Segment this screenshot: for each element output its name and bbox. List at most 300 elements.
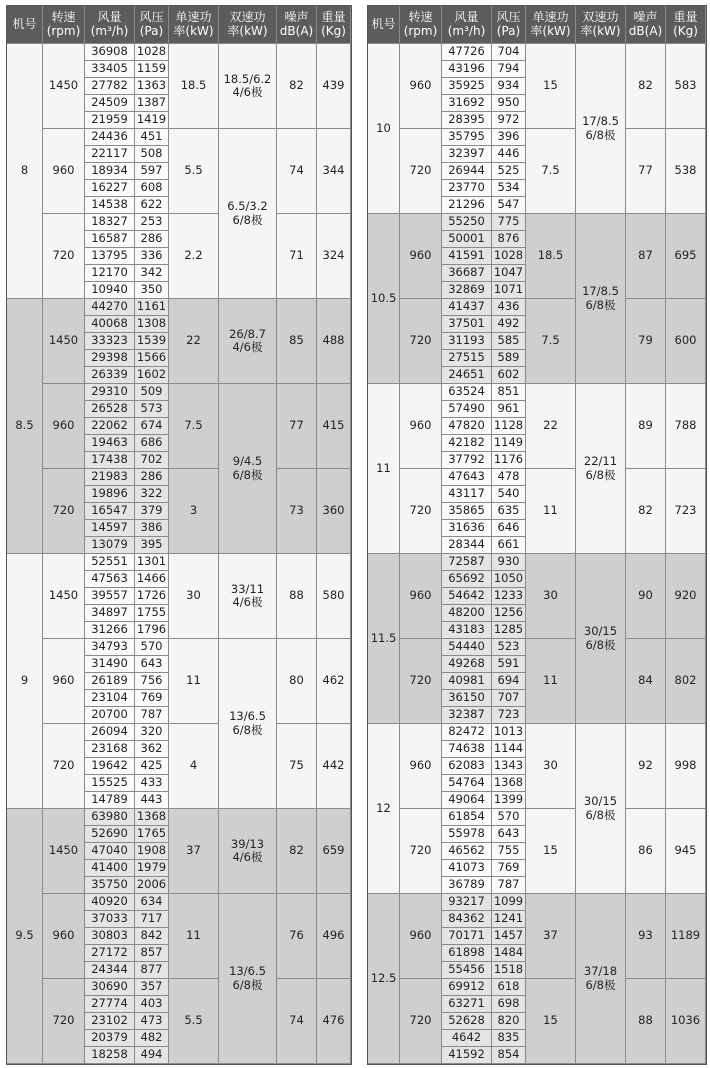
airflow-value: 16587 (85, 231, 135, 248)
airflow-value: 63271 (442, 996, 492, 1013)
speed-rpm: 960 (400, 894, 442, 979)
header-airflow-label: 风量 (m³/h) (447, 9, 486, 38)
single-speed-power: 7.5 (526, 299, 576, 384)
weight-value: 488 (317, 299, 351, 384)
model-number: 11.5 (368, 554, 400, 724)
speed-rpm: 720 (400, 979, 442, 1064)
airflow-value: 55250 (442, 214, 492, 231)
pressure-value: 1128 (492, 418, 526, 435)
model-number: 11 (368, 384, 400, 554)
pressure-value: 1539 (135, 333, 169, 350)
pressure-value: 379 (135, 503, 169, 520)
airflow-value: 24651 (442, 367, 492, 384)
pressure-value: 769 (492, 860, 526, 877)
header-weight: 重量 (Kg) (666, 6, 706, 44)
pressure-value: 451 (135, 129, 169, 146)
pressure-value: 608 (135, 180, 169, 197)
weight-value: 945 (666, 809, 706, 894)
pressure-value: 622 (135, 197, 169, 214)
single-speed-power: 11 (526, 639, 576, 724)
airflow-value: 62083 (442, 758, 492, 775)
pressure-value: 342 (135, 265, 169, 282)
pressure-value: 646 (492, 520, 526, 537)
airflow-value: 40068 (85, 316, 135, 333)
weight-value: 496 (317, 894, 351, 979)
single-speed-power: 2.2 (169, 214, 219, 299)
airflow-value: 70171 (442, 928, 492, 945)
noise-value: 82 (277, 809, 317, 894)
dual-speed-power: 17/8.5 6/8极 (576, 214, 626, 384)
header-pressure: 风压 (Pa) (492, 6, 526, 44)
header-pressure: 风压 (Pa) (135, 6, 169, 44)
model-number: 8 (7, 44, 43, 299)
airflow-value: 31490 (85, 656, 135, 673)
pressure-value: 570 (135, 639, 169, 656)
pressure-value: 322 (135, 486, 169, 503)
airflow-value: 47820 (442, 418, 492, 435)
weight-value: 415 (317, 384, 351, 469)
pressure-value: 1028 (492, 248, 526, 265)
model-number: 12.5 (368, 894, 400, 1064)
speed-rpm: 960 (400, 44, 442, 129)
airflow-value: 26094 (85, 724, 135, 741)
noise-value: 82 (626, 44, 666, 129)
pressure-value: 473 (135, 1013, 169, 1030)
pressure-value: 1144 (492, 741, 526, 758)
pressure-value: 698 (492, 996, 526, 1013)
noise-value: 79 (626, 299, 666, 384)
speed-rpm: 960 (400, 384, 442, 469)
pressure-value: 972 (492, 112, 526, 129)
pressure-value: 1099 (492, 894, 526, 911)
pressure-value: 1241 (492, 911, 526, 928)
airflow-value: 12170 (85, 265, 135, 282)
airflow-value: 14789 (85, 792, 135, 809)
airflow-value: 24436 (85, 129, 135, 146)
speed-rpm: 720 (400, 299, 442, 384)
airflow-value: 39557 (85, 588, 135, 605)
pressure-value: 1343 (492, 758, 526, 775)
speed-rpm: 1450 (43, 809, 85, 894)
dual-speed-power: 30/15 6/8极 (576, 554, 626, 724)
speed-rpm: 960 (400, 214, 442, 299)
pressure-value: 591 (492, 656, 526, 673)
pressure-value: 1256 (492, 605, 526, 622)
airflow-value: 13795 (85, 248, 135, 265)
airflow-value: 30690 (85, 979, 135, 996)
pressure-value: 436 (492, 299, 526, 316)
airflow-value: 17438 (85, 452, 135, 469)
model-number: 12 (368, 724, 400, 894)
speed-rpm: 1450 (43, 299, 85, 384)
noise-value: 80 (277, 639, 317, 724)
pressure-value: 787 (135, 707, 169, 724)
pressure-value: 1301 (135, 554, 169, 571)
pressure-value: 433 (135, 775, 169, 792)
pressure-value: 854 (492, 1047, 526, 1064)
airflow-value: 36150 (442, 690, 492, 707)
pressure-value: 820 (492, 1013, 526, 1030)
pressure-value: 694 (492, 673, 526, 690)
airflow-value: 40920 (85, 894, 135, 911)
pressure-value: 1047 (492, 265, 526, 282)
airflow-value: 18934 (85, 163, 135, 180)
airflow-value: 31193 (442, 333, 492, 350)
pressure-value: 634 (135, 894, 169, 911)
single-speed-power: 4 (169, 724, 219, 809)
pressure-value: 1028 (135, 44, 169, 61)
pressure-value: 1363 (135, 78, 169, 95)
airflow-value: 49064 (442, 792, 492, 809)
noise-value: 87 (626, 214, 666, 299)
pressure-value: 482 (135, 1030, 169, 1047)
weight-value: 439 (317, 44, 351, 129)
airflow-value: 55978 (442, 826, 492, 843)
pressure-value: 1399 (492, 792, 526, 809)
pressure-value: 961 (492, 401, 526, 418)
airflow-value: 26189 (85, 673, 135, 690)
airflow-value: 14538 (85, 197, 135, 214)
header-weight: 重量 (Kg) (317, 6, 351, 44)
airflow-value: 52551 (85, 554, 135, 571)
pressure-value: 707 (492, 690, 526, 707)
noise-value: 74 (277, 129, 317, 214)
pressure-value: 1602 (135, 367, 169, 384)
weight-value: 695 (666, 214, 706, 299)
airflow-value: 21296 (442, 197, 492, 214)
single-speed-power: 37 (169, 809, 219, 894)
airflow-value: 42182 (442, 435, 492, 452)
airflow-value: 32869 (442, 282, 492, 299)
airflow-value: 36687 (442, 265, 492, 282)
airflow-value: 33323 (85, 333, 135, 350)
airflow-value: 22117 (85, 146, 135, 163)
pressure-value: 851 (492, 384, 526, 401)
dual-speed-power: 33/11 4/6极 (219, 554, 277, 639)
noise-value: 75 (277, 724, 317, 809)
airflow-value: 22062 (85, 418, 135, 435)
airflow-value: 26944 (442, 163, 492, 180)
header-airflow (85, 6, 135, 44)
airflow-value: 49268 (442, 656, 492, 673)
weight-value: 659 (317, 809, 351, 894)
header-single-power: 单速功 率(kW) (526, 6, 576, 44)
header-noise: 噪声 dB(A) (277, 6, 317, 44)
pressure-value: 2006 (135, 877, 169, 894)
noise-value: 90 (626, 554, 666, 639)
pressure-value: 395 (135, 537, 169, 554)
noise-value: 93 (626, 894, 666, 979)
pressure-value: 835 (492, 1030, 526, 1047)
airflow-value: 43183 (442, 622, 492, 639)
pressure-value: 443 (135, 792, 169, 809)
model-number: 9.5 (7, 809, 43, 1064)
single-speed-power: 11 (526, 469, 576, 554)
noise-value: 89 (626, 384, 666, 469)
airflow-value: 26528 (85, 401, 135, 418)
noise-value: 76 (277, 894, 317, 979)
pressure-value: 723 (492, 707, 526, 724)
airflow-value: 41592 (442, 1047, 492, 1064)
model-number: 9 (7, 554, 43, 809)
dual-speed-power: 13/6.5 6/8极 (219, 639, 277, 809)
pressure-value: 1050 (492, 571, 526, 588)
airflow-value: 19642 (85, 758, 135, 775)
pressure-value: 876 (492, 231, 526, 248)
weight-value: 476 (317, 979, 351, 1064)
single-speed-power: 30 (526, 554, 576, 639)
pressure-value: 357 (135, 979, 169, 996)
airflow-value: 26339 (85, 367, 135, 384)
airflow-value: 43117 (442, 486, 492, 503)
airflow-value: 63980 (85, 809, 135, 826)
single-speed-power: 30 (169, 554, 219, 639)
dual-speed-power: 30/15 6/8极 (576, 724, 626, 894)
single-speed-power: 5.5 (169, 979, 219, 1064)
pressure-value: 1071 (492, 282, 526, 299)
speed-rpm: 720 (400, 469, 442, 554)
airflow-value: 31692 (442, 95, 492, 112)
pressure-value: 769 (135, 690, 169, 707)
pressure-value: 1308 (135, 316, 169, 333)
airflow-value: 84362 (442, 911, 492, 928)
airflow-value: 27172 (85, 945, 135, 962)
pressure-value: 509 (135, 384, 169, 401)
pressure-value: 585 (492, 333, 526, 350)
airflow-value: 52690 (85, 826, 135, 843)
single-speed-power: 3 (169, 469, 219, 554)
pressure-value: 1518 (492, 962, 526, 979)
airflow-value: 34793 (85, 639, 135, 656)
header-rpm: 转速 (rpm) (400, 6, 442, 44)
pressure-value: 704 (492, 44, 526, 61)
airflow-value: 16227 (85, 180, 135, 197)
airflow-value: 18327 (85, 214, 135, 231)
airflow-value: 23102 (85, 1013, 135, 1030)
single-speed-power: 18.5 (526, 214, 576, 299)
model-number: 8.5 (7, 299, 43, 554)
dual-speed-power: 9/4.5 6/8极 (219, 384, 277, 554)
pressure-value: 930 (492, 554, 526, 571)
airflow-value: 32397 (442, 146, 492, 163)
pressure-value: 1908 (135, 843, 169, 860)
airflow-value: 69912 (442, 979, 492, 996)
pressure-value: 635 (492, 503, 526, 520)
weight-value: 920 (666, 554, 706, 639)
pressure-value: 253 (135, 214, 169, 231)
noise-value: 88 (626, 979, 666, 1064)
airflow-value: 57490 (442, 401, 492, 418)
airflow-value: 34897 (85, 605, 135, 622)
airflow-value: 27782 (85, 78, 135, 95)
airflow-value: 72587 (442, 554, 492, 571)
pressure-value: 842 (135, 928, 169, 945)
pressure-value: 547 (492, 197, 526, 214)
pressure-value: 1387 (135, 95, 169, 112)
airflow-value: 23168 (85, 741, 135, 758)
pressure-value: 425 (135, 758, 169, 775)
airflow-value: 41073 (442, 860, 492, 877)
single-speed-power: 15 (526, 809, 576, 894)
pressure-value: 320 (135, 724, 169, 741)
noise-value: 88 (277, 554, 317, 639)
single-speed-power: 7.5 (526, 129, 576, 214)
speed-rpm: 720 (400, 809, 442, 894)
weight-value: 360 (317, 469, 351, 554)
airflow-value: 74638 (442, 741, 492, 758)
pressure-value: 1566 (135, 350, 169, 367)
speed-rpm: 720 (43, 469, 85, 554)
airflow-value: 19463 (85, 435, 135, 452)
weight-value: 538 (666, 129, 706, 214)
airflow-value: 21983 (85, 469, 135, 486)
airflow-value: 47643 (442, 469, 492, 486)
pressure-value: 775 (492, 214, 526, 231)
airflow-value: 35865 (442, 503, 492, 520)
airflow-value: 54440 (442, 639, 492, 656)
airflow-value: 35795 (442, 129, 492, 146)
speed-rpm: 960 (400, 724, 442, 809)
pressure-value: 1149 (492, 435, 526, 452)
pressure-value: 702 (135, 452, 169, 469)
airflow-value: 28395 (442, 112, 492, 129)
airflow-value: 46562 (442, 843, 492, 860)
single-speed-power: 5.5 (169, 129, 219, 214)
noise-value: 85 (277, 299, 317, 384)
dual-speed-power: 22/11 6/8极 (576, 384, 626, 554)
pressure-value: 1457 (492, 928, 526, 945)
header-model: 机号 (7, 6, 43, 44)
airflow-value: 41400 (85, 860, 135, 877)
weight-value: 1189 (666, 894, 706, 979)
airflow-value: 54642 (442, 588, 492, 605)
pressure-value: 508 (135, 146, 169, 163)
header-noise: 噪声 dB(A) (626, 6, 666, 44)
pressure-value: 525 (492, 163, 526, 180)
single-speed-power: 11 (169, 894, 219, 979)
weight-value: 462 (317, 639, 351, 724)
speed-rpm: 960 (43, 384, 85, 469)
airflow-value: 15525 (85, 775, 135, 792)
airflow-value: 55456 (442, 962, 492, 979)
pressure-value: 1796 (135, 622, 169, 639)
noise-value: 84 (626, 639, 666, 724)
weight-value: 723 (666, 469, 706, 554)
speed-rpm: 1450 (43, 554, 85, 639)
header-airflow-label: 风量 (m³/h) (90, 9, 129, 38)
airflow-value: 31266 (85, 622, 135, 639)
airflow-value: 21959 (85, 112, 135, 129)
pressure-value: 1484 (492, 945, 526, 962)
pressure-value: 602 (492, 367, 526, 384)
dual-speed-power: 13/6.5 6/8极 (219, 894, 277, 1064)
header-model: 机号 (368, 6, 400, 44)
single-speed-power: 37 (526, 894, 576, 979)
dual-speed-power: 17/8.5 6/8极 (576, 44, 626, 214)
pressure-value: 403 (135, 996, 169, 1013)
pressure-value: 787 (492, 877, 526, 894)
airflow-value: 28344 (442, 537, 492, 554)
speed-rpm: 720 (43, 724, 85, 809)
pressure-value: 1013 (492, 724, 526, 741)
weight-value: 580 (317, 554, 351, 639)
pressure-value: 573 (135, 401, 169, 418)
airflow-value: 61854 (442, 809, 492, 826)
weight-value: 788 (666, 384, 706, 469)
airflow-value: 32387 (442, 707, 492, 724)
airflow-value: 40981 (442, 673, 492, 690)
airflow-value: 20700 (85, 707, 135, 724)
single-speed-power: 22 (526, 384, 576, 469)
airflow-value: 44270 (85, 299, 135, 316)
pressure-value: 350 (135, 282, 169, 299)
pressure-value: 1176 (492, 452, 526, 469)
pressure-value: 597 (135, 163, 169, 180)
pressure-value: 755 (492, 843, 526, 860)
pressure-value: 386 (135, 520, 169, 537)
pressure-value: 1233 (492, 588, 526, 605)
airflow-value: 41591 (442, 248, 492, 265)
header-single-power: 单速功 率(kW) (169, 6, 219, 44)
airflow-value: 41437 (442, 299, 492, 316)
pressure-value: 286 (135, 231, 169, 248)
airflow-value: 30803 (85, 928, 135, 945)
airflow-value: 50001 (442, 231, 492, 248)
airflow-value: 23770 (442, 180, 492, 197)
speed-rpm: 720 (400, 129, 442, 214)
single-speed-power: 15 (526, 979, 576, 1064)
pressure-value: 362 (135, 741, 169, 758)
speed-rpm: 960 (43, 129, 85, 214)
pressure-value: 1368 (135, 809, 169, 826)
airflow-value: 18258 (85, 1047, 135, 1064)
dual-speed-power: 39/13 4/6极 (219, 809, 277, 894)
noise-value: 77 (277, 384, 317, 469)
pressure-value: 1765 (135, 826, 169, 843)
speed-rpm: 720 (43, 214, 85, 299)
spec-table-right (367, 5, 707, 1065)
airflow-value: 37033 (85, 911, 135, 928)
airflow-value: 35925 (442, 78, 492, 95)
pressure-value: 857 (135, 945, 169, 962)
airflow-value: 63524 (442, 384, 492, 401)
airflow-value: 24344 (85, 962, 135, 979)
airflow-value: 20379 (85, 1030, 135, 1047)
airflow-value: 29398 (85, 350, 135, 367)
pressure-value: 661 (492, 537, 526, 554)
model-number: 10.5 (368, 214, 400, 384)
pressure-value: 618 (492, 979, 526, 996)
weight-value: 583 (666, 44, 706, 129)
pressure-value: 674 (135, 418, 169, 435)
airflow-value: 37501 (442, 316, 492, 333)
pressure-value: 1368 (492, 775, 526, 792)
speed-rpm: 1450 (43, 44, 85, 129)
airflow-value: 82472 (442, 724, 492, 741)
pressure-value: 1161 (135, 299, 169, 316)
pressure-value: 396 (492, 129, 526, 146)
pressure-value: 534 (492, 180, 526, 197)
speed-rpm: 720 (400, 639, 442, 724)
pressure-value: 643 (135, 656, 169, 673)
dual-speed-power: 26/8.7 4/6极 (219, 299, 277, 384)
header-dual-power: 双速功 率(kW) (576, 6, 626, 44)
pressure-value: 478 (492, 469, 526, 486)
weight-value: 344 (317, 129, 351, 214)
airflow-value: 47726 (442, 44, 492, 61)
airflow-value: 35750 (85, 877, 135, 894)
pressure-value: 756 (135, 673, 169, 690)
